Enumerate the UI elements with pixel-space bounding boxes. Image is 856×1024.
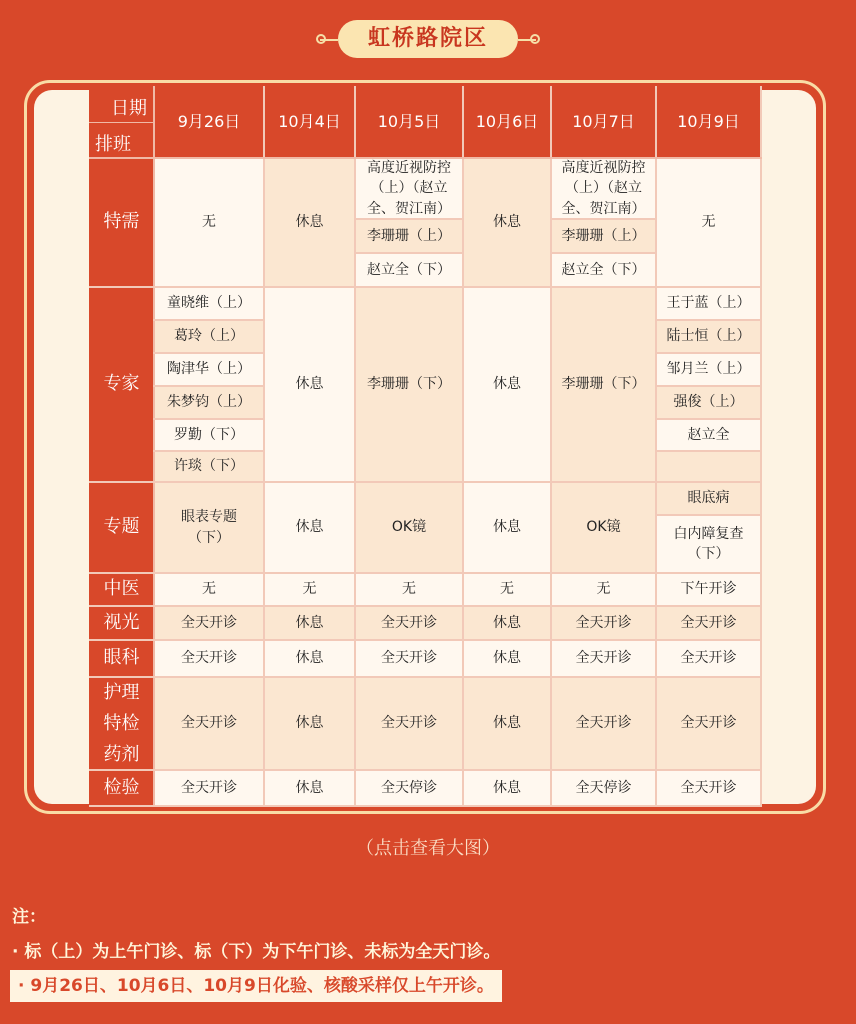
grid-line bbox=[89, 481, 762, 483]
zhongyi-cell-0: 无 bbox=[154, 573, 264, 606]
teshu-cell-4-a: 高度近视防控（上）（赵立全、贺江南） bbox=[551, 158, 656, 219]
grid-line bbox=[89, 286, 762, 288]
huli-cell-1: 休息 bbox=[264, 677, 355, 770]
grid-line bbox=[153, 450, 265, 452]
zhuanti-cell-5-a: 眼底病 bbox=[656, 482, 761, 515]
zhuanjia-cell-1: 休息 bbox=[264, 287, 355, 482]
row-label-huli: 护理 bbox=[103, 682, 140, 703]
zhuanjia-cell-5-c: 邹月兰（上） bbox=[656, 353, 761, 386]
row-label-zhuanjia: 专家 bbox=[89, 287, 154, 482]
yanke-cell-3: 休息 bbox=[463, 640, 551, 677]
jianyan-cell-4: 全天停诊 bbox=[551, 770, 656, 806]
shiguang-cell-4: 全天开诊 bbox=[551, 606, 656, 640]
title-banner bbox=[0, 18, 856, 62]
page-title: 虹桥路院区 bbox=[338, 20, 518, 58]
grid-line bbox=[655, 385, 762, 387]
zhongyi-cell-4: 无 bbox=[551, 573, 656, 606]
corner-divider bbox=[89, 122, 154, 123]
note-line-2-highlight: · 9月26日、10月6日、10月9日化验、核酸采样仅上午开诊。 bbox=[10, 970, 502, 1002]
zhuanjia-cell-0-b: 葛玲（上） bbox=[154, 320, 264, 353]
zhuanjia-cell-0-a: 童晓维（上） bbox=[154, 287, 264, 320]
grid-line bbox=[89, 157, 762, 159]
shiguang-cell-1: 休息 bbox=[264, 606, 355, 640]
grid-line bbox=[89, 676, 762, 678]
zhuanti-cell-1: 休息 bbox=[264, 482, 355, 573]
grid-line bbox=[89, 769, 762, 771]
row-label-yaoji: 药剂 bbox=[103, 744, 140, 765]
zhongyi-cell-2: 无 bbox=[355, 573, 463, 606]
zhongyi-cell-5: 下午开诊 bbox=[656, 573, 761, 606]
teshu-cell-3: 休息 bbox=[463, 158, 551, 287]
zhuanti-cell-4: OK镜 bbox=[551, 482, 656, 573]
shiguang-cell-2: 全天开诊 bbox=[355, 606, 463, 640]
shiguang-cell-0: 全天开诊 bbox=[154, 606, 264, 640]
note-title: 注： bbox=[12, 907, 46, 927]
zhuanti-cell-2: OK镜 bbox=[355, 482, 463, 573]
grid-line bbox=[655, 514, 762, 516]
title-ornament-dot-right bbox=[530, 34, 540, 44]
huli-cell-0: 全天开诊 bbox=[154, 677, 264, 770]
zhuanjia-cell-2: 李珊珊（下） bbox=[355, 287, 463, 482]
grid-line bbox=[655, 86, 657, 806]
jianyan-cell-1: 休息 bbox=[264, 770, 355, 806]
teshu-cell-2-b: 李珊珊（上） bbox=[355, 219, 463, 253]
row-label-teshu: 特需 bbox=[89, 158, 154, 287]
zhuanjia-cell-5-b: 陆士恒（上） bbox=[656, 320, 761, 353]
jianyan-cell-0: 全天开诊 bbox=[154, 770, 264, 806]
grid-line bbox=[655, 418, 762, 420]
grid-line bbox=[153, 418, 265, 420]
jianyan-cell-3: 休息 bbox=[463, 770, 551, 806]
row-label-yanke: 眼科 bbox=[89, 640, 154, 677]
grid-line bbox=[462, 86, 464, 806]
teshu-cell-4-c: 赵立全（下） bbox=[551, 253, 656, 287]
teshu-cell-2-c: 赵立全（下） bbox=[355, 253, 463, 287]
teshu-cell-5: 无 bbox=[656, 158, 761, 287]
row-label-shiguang: 视光 bbox=[89, 606, 154, 640]
row-label-zhuanti: 专题 bbox=[89, 482, 154, 573]
huli-cell-5: 全天开诊 bbox=[656, 677, 761, 770]
zhongyi-cell-1: 无 bbox=[264, 573, 355, 606]
shiguang-cell-5: 全天开诊 bbox=[656, 606, 761, 640]
date-header-4: 10月7日 bbox=[551, 86, 656, 158]
zhuanti-cell-5-b: 白内障复查（下） bbox=[656, 515, 761, 573]
zhuanti-cell-0: 眼表专题（下） bbox=[154, 482, 264, 573]
yanke-cell-0: 全天开诊 bbox=[154, 640, 264, 677]
row-label-huli-group bbox=[89, 677, 154, 770]
grid-line bbox=[655, 352, 762, 354]
yanke-cell-2: 全天开诊 bbox=[355, 640, 463, 677]
date-header-2: 10月5日 bbox=[355, 86, 463, 158]
huli-cell-2: 全天开诊 bbox=[355, 677, 463, 770]
row-label-tejian: 特检 bbox=[103, 713, 140, 734]
grid-line bbox=[89, 605, 762, 607]
view-large-image-link[interactable]: （点击查看大图） bbox=[356, 838, 500, 859]
grid-line bbox=[89, 572, 762, 574]
jianyan-cell-2: 全天停诊 bbox=[355, 770, 463, 806]
grid-line bbox=[153, 319, 265, 321]
teshu-cell-0: 无 bbox=[154, 158, 264, 287]
corner-schedule-label: 排班 bbox=[95, 134, 131, 155]
corner-date-label: 日期 bbox=[111, 98, 147, 119]
zhuanjia-cell-5-a: 王于蓝（上） bbox=[656, 287, 761, 320]
jianyan-cell-5: 全天开诊 bbox=[656, 770, 761, 806]
grid-line bbox=[354, 218, 464, 220]
grid-line bbox=[89, 639, 762, 641]
grid-line bbox=[550, 252, 657, 254]
zhuanjia-cell-5-f bbox=[656, 451, 761, 482]
row-label-jianyan: 检验 bbox=[89, 770, 154, 806]
yanke-cell-1: 休息 bbox=[264, 640, 355, 677]
grid-line bbox=[655, 450, 762, 452]
zhuanjia-cell-5-e: 赵立全 bbox=[656, 419, 761, 451]
grid-line bbox=[153, 86, 155, 806]
grid-line bbox=[263, 86, 265, 806]
grid-line bbox=[153, 385, 265, 387]
note-line-1: · 标（上）为上午门诊、标（下）为下午门诊、未标为全天门诊。 bbox=[12, 942, 501, 962]
zhuanjia-cell-0-d: 朱梦钧（上） bbox=[154, 386, 264, 419]
grid-line bbox=[89, 805, 762, 807]
date-header-0: 9月26日 bbox=[154, 86, 264, 158]
grid-line bbox=[550, 86, 552, 806]
shiguang-cell-3: 休息 bbox=[463, 606, 551, 640]
teshu-cell-4-b: 李珊珊（上） bbox=[551, 219, 656, 253]
zhuanjia-cell-4: 李珊珊（下） bbox=[551, 287, 656, 482]
grid-line bbox=[550, 218, 657, 220]
huli-cell-3: 休息 bbox=[463, 677, 551, 770]
grid-line bbox=[153, 352, 265, 354]
teshu-cell-1: 休息 bbox=[264, 158, 355, 287]
huli-cell-4: 全天开诊 bbox=[551, 677, 656, 770]
title-ornament-dot-left bbox=[316, 34, 326, 44]
date-header-1: 10月4日 bbox=[264, 86, 355, 158]
grid-line bbox=[655, 319, 762, 321]
teshu-cell-2-a: 高度近视防控（上）（赵立全、贺江南） bbox=[355, 158, 463, 219]
zhuanjia-cell-3: 休息 bbox=[463, 287, 551, 482]
date-header-5: 10月9日 bbox=[656, 86, 761, 158]
date-header-3: 10月6日 bbox=[463, 86, 551, 158]
zhuanjia-cell-5-d: 强俊（上） bbox=[656, 386, 761, 419]
zhuanjia-cell-0-e: 罗勤（下） bbox=[154, 419, 264, 451]
zhuanti-cell-3: 休息 bbox=[463, 482, 551, 573]
row-label-zhongyi: 中医 bbox=[89, 573, 154, 606]
grid-line bbox=[354, 86, 356, 806]
yanke-cell-4: 全天开诊 bbox=[551, 640, 656, 677]
zhuanjia-cell-0-c: 陶津华（上） bbox=[154, 353, 264, 386]
zhongyi-cell-3: 无 bbox=[463, 573, 551, 606]
grid-line bbox=[760, 86, 762, 806]
zhuanjia-cell-0-f: 许琰（下） bbox=[154, 451, 264, 482]
grid-line bbox=[354, 252, 464, 254]
yanke-cell-5: 全天开诊 bbox=[656, 640, 761, 677]
